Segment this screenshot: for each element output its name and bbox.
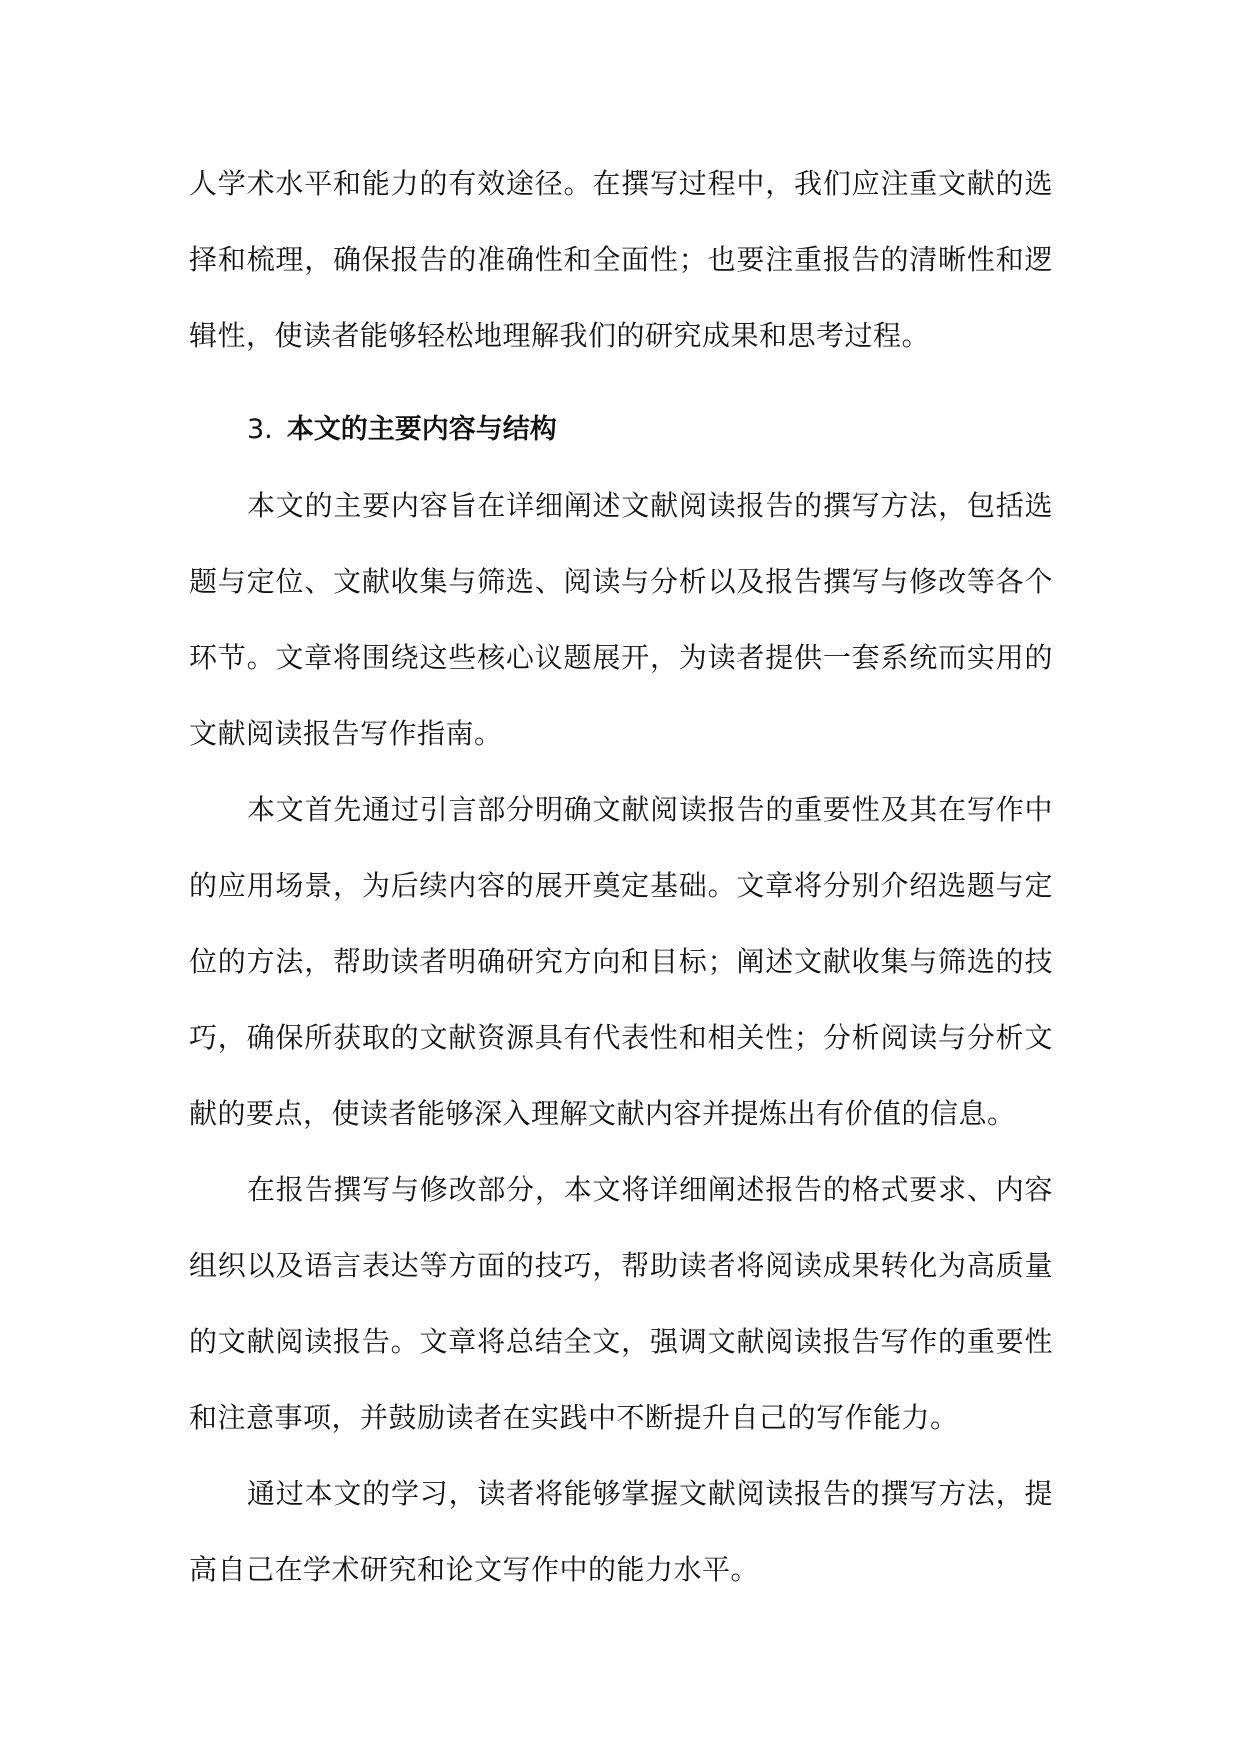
body-paragraph: 本文的主要内容旨在详细阐述文献阅读报告的撰写方法，包括选题与定位、文献收集与筛选、阅读与分析以及报告撰写与修改等各个环节。文章将围绕这些核心议题展开，为读者提供一套系统而实用的文献阅读报告写作指南。 [189, 489, 1053, 750]
section-title: 本文的主要内容与结构 [286, 414, 557, 445]
body-paragraph: 本文首先通过引言部分明确文献阅读报告的重要性及其在写作中的应用场景，为后续内容的展开奠定基础。文章将分别介绍选题与定位的方法，帮助读者明确研究方向和目标；阐述文献收集与筛选的技巧，确保所获取的文献资源具有代表性和相关性；分析阅读与分析文献的要点，使读者能够深入理解文献内容并提炼出有价值的信息。 [189, 793, 1053, 1130]
section-heading [189, 392, 1053, 468]
intro-paragraph: 人学术水平和能力的有效途径。在撰写过程中，我们应注重文献的选择和梳理，确保报告的准确性和全面性；也要注重报告的清晰性和逻辑性，使读者能够轻松地理解我们的研究成果和思考过程。 [189, 167, 1053, 352]
body-paragraph: 在报告撰写与修改部分，本文将详细阐述报告的格式要求、内容组织以及语言表达等方面的技巧，帮助读者将阅读成果转化为高质量的文献阅读报告。文章将总结全文，强调文献阅读报告写作的重要性和注意事项，并鼓励读者在实践中不断提升自己的写作能力。 [189, 1173, 1053, 1434]
body-paragraph: 通过本文的学习，读者将能够掌握文献阅读报告的撰写方法，提高自己在学术研究和论文写作中的能力水平。 [189, 1477, 1053, 1586]
section-number: 3. [247, 414, 273, 445]
page-content [189, 146, 1053, 1608]
